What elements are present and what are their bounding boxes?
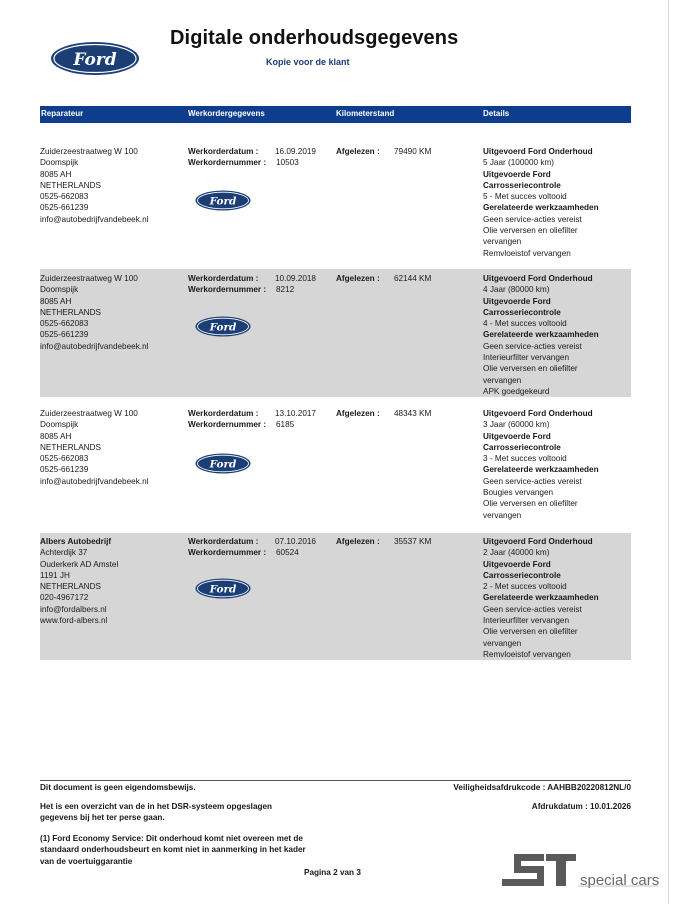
workorder-date: 16.09.2019 <box>275 147 316 156</box>
repairer-line: NETHERLANDS <box>40 442 101 452</box>
repairer-line: 0525-661239 <box>40 203 89 213</box>
repairer-line: NETHERLANDS <box>40 307 101 317</box>
repairer-line: 1191 JH <box>40 570 70 580</box>
detail-line: 2 - Met succes voltooid <box>483 582 567 592</box>
repairer-cell <box>40 408 148 487</box>
overview-line: gegevens bij het ter perse gaan. <box>40 813 165 823</box>
repairer-line: 8085 AH <box>40 431 72 441</box>
workorder-date: 07.10.2016 <box>275 537 316 546</box>
st-special-cars-logo <box>500 852 660 892</box>
detail-line: Gerelateerde werkzaamheden <box>483 465 599 475</box>
detail-line: Olie verversen en oliefilter <box>483 627 578 637</box>
repairer-cell <box>40 273 148 352</box>
detail-line: vervangen <box>483 510 522 520</box>
detail-line: 3 - Met succes voltooid <box>483 454 567 464</box>
repairer-line: Doomspijk <box>40 158 79 168</box>
detail-line: Uitgevoerde Ford <box>483 559 551 569</box>
repairer-line: Doomspijk <box>40 420 79 430</box>
detail-line: APK goedgekeurd <box>483 386 550 396</box>
economy-service-note <box>40 833 306 867</box>
workorder-date-label: Werkorderdatum : <box>188 274 259 283</box>
table-row <box>40 533 631 660</box>
ford-logo <box>50 41 140 76</box>
workorder-date: 10.09.2018 <box>275 274 316 283</box>
detail-line: Carrosseriecontrole <box>483 442 561 452</box>
workorder-number: 10503 <box>276 158 299 168</box>
print-date: Afdrukdatum : 10.01.2026 <box>531 802 631 811</box>
workorder-cell <box>188 146 316 169</box>
note-line: (1) Ford Economy Service: Dit onderhoud komt niet overeen met de <box>40 834 303 843</box>
reading-label: Afgelezen : <box>336 147 380 156</box>
repairer-line: 0525-662083 <box>40 319 89 329</box>
svg-text:Ford: Ford <box>73 50 117 70</box>
repairer-line: 8085 AH <box>40 169 72 179</box>
workorder-number-label: Werkordernummer : <box>188 285 267 295</box>
overview-note <box>40 801 272 824</box>
detail-line: Uitgevoerd Ford Onderhoud <box>483 147 593 156</box>
svg-text:Ford: Ford <box>209 458 237 471</box>
repairer-line: Zuiderzeestraatweg W 100 <box>40 274 138 283</box>
detail-line: 4 - Met succes voltooid <box>483 319 567 329</box>
repairer-name: Albers Autobedrijf <box>40 537 112 546</box>
note-line: van de voertuiggarantie <box>40 856 133 866</box>
table-row <box>40 402 631 530</box>
details-cell <box>483 273 599 397</box>
detail-line: Olie verversen en oliefilter <box>483 499 578 509</box>
workorder-number-label: Werkordernummer : <box>188 158 267 168</box>
details-cell <box>483 536 599 660</box>
detail-line: Gerelateerde werkzaamheden <box>483 593 599 603</box>
workorder-cell <box>188 536 316 559</box>
detail-line: Uitgevoerde Ford <box>483 431 551 441</box>
column-header-repairer: Reparateur <box>41 109 84 118</box>
repairer-line: 8085 AH <box>40 296 72 306</box>
svg-text:Ford: Ford <box>209 195 237 208</box>
detail-line: Remvloeistof vervangen <box>483 649 571 659</box>
mileage-value: 79490 KM <box>394 147 432 156</box>
ford-logo-icon <box>195 453 251 474</box>
detail-line: Geen service-acties vereist <box>483 604 582 614</box>
details-cell <box>483 408 599 521</box>
workorder-date-label: Werkorderdatum : <box>188 147 259 156</box>
repairer-email: info@autobedrijfvandebeek.nl <box>40 214 149 224</box>
detail-line: 4 Jaar (80000 km) <box>483 285 550 295</box>
detail-line: Interieurfilter vervangen <box>483 353 570 363</box>
detail-line: 5 - Met succes voltooid <box>483 192 567 202</box>
detail-line: 2 Jaar (40000 km) <box>483 548 550 558</box>
page-subtitle: Kopie voor de klant <box>266 57 350 67</box>
workorder-number: 8212 <box>276 285 295 295</box>
repairer-line: Zuiderzeestraatweg W 100 <box>40 147 138 156</box>
svg-text:Ford: Ford <box>209 583 237 596</box>
workorder-cell <box>188 273 316 296</box>
detail-line: Geen service-acties vereist <box>483 214 582 224</box>
column-header-workorder: Werkordergegevens <box>188 109 265 118</box>
table-row <box>40 140 631 267</box>
repairer-line: NETHERLANDS <box>40 582 101 592</box>
detail-line: Bougies vervangen <box>483 488 554 498</box>
mileage-value: 62144 KM <box>394 274 432 283</box>
detail-line: Olie verversen en oliefilter <box>483 226 578 236</box>
footer-divider <box>40 780 631 781</box>
detail-line: vervangen <box>483 237 522 247</box>
repairer-email: info@autobedrijfvandebeek.nl <box>40 341 149 351</box>
detail-line: Remvloeistof vervangen <box>483 248 571 258</box>
detail-line: Olie verversen en oliefilter <box>483 364 578 374</box>
repairer-website: www.ford-albers.nl <box>40 616 108 626</box>
repairer-line: Achterdijk 37 <box>40 548 88 558</box>
column-header-mileage: Kilometerstand <box>336 109 395 118</box>
details-cell <box>483 146 599 259</box>
svg-text:Ford: Ford <box>209 321 237 334</box>
workorder-cell <box>188 408 316 431</box>
detail-line: Geen service-acties vereist <box>483 341 582 351</box>
detail-line: Interieurfilter vervangen <box>483 616 570 626</box>
detail-line: Uitgevoerd Ford Onderhoud <box>483 274 593 283</box>
repairer-line: 0525-661239 <box>40 330 89 340</box>
mileage-cell <box>336 536 431 547</box>
detail-line: Carrosseriecontrole <box>483 570 561 580</box>
detail-line: Gerelateerde werkzaamheden <box>483 330 599 340</box>
repairer-line: 0525-662083 <box>40 192 89 202</box>
repairer-email: info@autobedrijfvandebeek.nl <box>40 476 149 486</box>
detail-line: Gerelateerde werkzaamheden <box>483 203 599 213</box>
workorder-number-label: Werkordernummer : <box>188 420 267 430</box>
reading-label: Afgelezen : <box>336 274 380 283</box>
detail-line: Uitgevoerde Ford <box>483 169 551 179</box>
reading-label: Afgelezen : <box>336 537 380 546</box>
ford-logo-icon <box>195 190 251 211</box>
repairer-email: info@fordalbers.nl <box>40 604 107 614</box>
svg-text:special cars: special cars <box>580 872 660 889</box>
detail-line: 5 Jaar (100000 km) <box>483 158 554 168</box>
workorder-number: 60524 <box>276 548 299 558</box>
workorder-date: 13.10.2017 <box>275 409 316 418</box>
repairer-cell <box>40 146 148 225</box>
detail-line: vervangen <box>483 638 522 648</box>
note-line: standaard onderhoudsbeurt en komt niet in aanmerking in het kader <box>40 845 306 855</box>
repairer-line: Doomspijk <box>40 285 79 295</box>
mileage-value: 35537 KM <box>394 537 432 546</box>
mileage-value: 48343 KM <box>394 409 432 418</box>
detail-line: Uitgevoerd Ford Onderhoud <box>483 409 593 418</box>
page-title: Digitale onderhoudsgegevens <box>170 27 459 49</box>
repairer-cell <box>40 536 118 626</box>
detail-line: Uitgevoerde Ford <box>483 296 551 306</box>
overview-line: Het is een overzicht van de in het DSR-systeem opgeslagen <box>40 802 273 811</box>
workorder-date-label: Werkorderdatum : <box>188 409 259 418</box>
mileage-cell <box>336 273 431 284</box>
detail-line: 3 Jaar (60000 km) <box>483 420 550 430</box>
page-number: Pagina 2 van 3 <box>304 868 361 877</box>
workorder-number: 6185 <box>276 420 295 430</box>
repairer-line: 020-4967172 <box>40 593 89 603</box>
mileage-cell <box>336 408 431 419</box>
repairer-line: 0525-661239 <box>40 465 89 475</box>
repairer-line: NETHERLANDS <box>40 180 101 190</box>
ownership-disclaimer: Dit document is geen eigendomsbewijs. <box>40 783 196 792</box>
detail-line: Uitgevoerd Ford Onderhoud <box>483 537 593 546</box>
workorder-date-label: Werkorderdatum : <box>188 537 259 546</box>
security-code: Veiligheidsafdrukcode : AAHBB20220812NL/0 <box>453 783 631 792</box>
table-header <box>40 106 631 123</box>
mileage-cell <box>336 146 431 157</box>
repairer-line: Ouderkerk AD Amstel <box>40 559 119 569</box>
table-row <box>40 269 631 397</box>
repairer-line: 0525-662083 <box>40 454 89 464</box>
workorder-number-label: Werkordernummer : <box>188 548 267 558</box>
detail-line: Geen service-acties vereist <box>483 476 582 486</box>
detail-line: vervangen <box>483 375 522 385</box>
column-header-details: Details <box>483 109 510 118</box>
detail-line: Carrosseriecontrole <box>483 307 561 317</box>
ford-logo-icon <box>195 316 251 337</box>
reading-label: Afgelezen : <box>336 409 380 418</box>
repairer-line: Zuiderzeestraatweg W 100 <box>40 409 138 418</box>
detail-line: Carrosseriecontrole <box>483 180 561 190</box>
ford-logo-icon <box>195 578 251 599</box>
page-edge <box>668 0 669 904</box>
